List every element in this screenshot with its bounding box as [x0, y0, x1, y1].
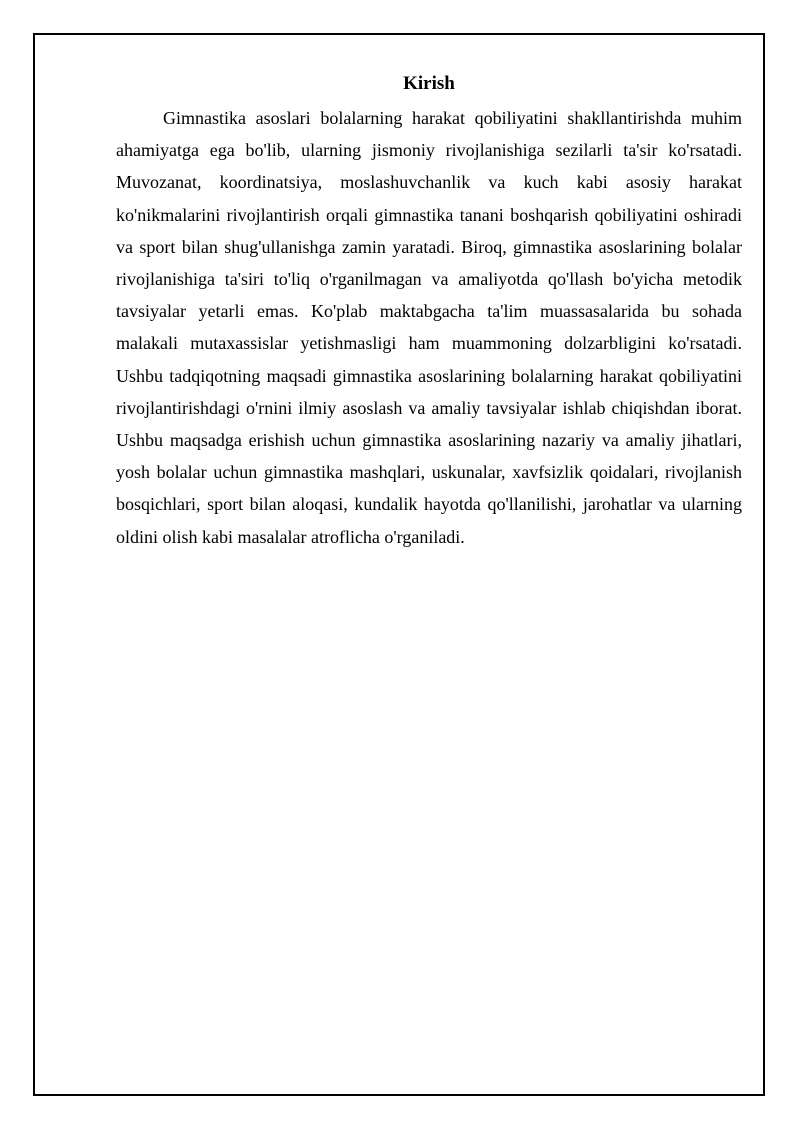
- document-body: [116, 70, 742, 553]
- section-title: Kirish: [403, 73, 455, 94]
- intro-paragraph: Gimnastika asoslari bolalarning harakat qobiliyatini shakllantirishda muhim ahamiyatga ega bo'lib, ularning jismoniy rivojlanishiga sezilarli ta'sir ko'rsatadi. Muvozanat, koordinatsiya, moslashuvchanlik va kuch kabi asosiy harakat ko'nikmalarini rivojlantirish orqali gimnastika tanani boshqarish qobiliyatini oshiradi va sport bilan shug'ullanishga zamin yaratadi. Biroq, gimnastika asoslarining bolalar rivojlanishiga ta'siri to'liq o'rganilmagan va amaliyotda qo'llash bo'yicha metodik tavsiyalar yetarli emas. Ko'plab maktabgacha ta'lim muassasalarida bu sohada malakali mutaxassislar yetishmasligi ham muammoning dolzarbligini ko'rsatadi. Ushbu tadqiqotning maqsadi gimnastika asoslarining bolalarning harakat qobiliyatini rivojlantirishdagi o'rnini ilmiy asoslash va amaliy tavsiyalar ishlab chiqishdan iborat. Ushbu maqsadga erishish uchun gimnastika asoslarining nazariy va amaliy jihatlari, yosh bolalar uchun gimnastika mashqlari, uskunalar, xavfsizlik qoidalari, rivojlanish bosqichlari, sport bilan aloqasi, kundalik hayotda qo'llanilishi, jarohatlar va ularning oldini olish kabi masalalar atroflicha o'rganiladi.: [116, 108, 742, 547]
